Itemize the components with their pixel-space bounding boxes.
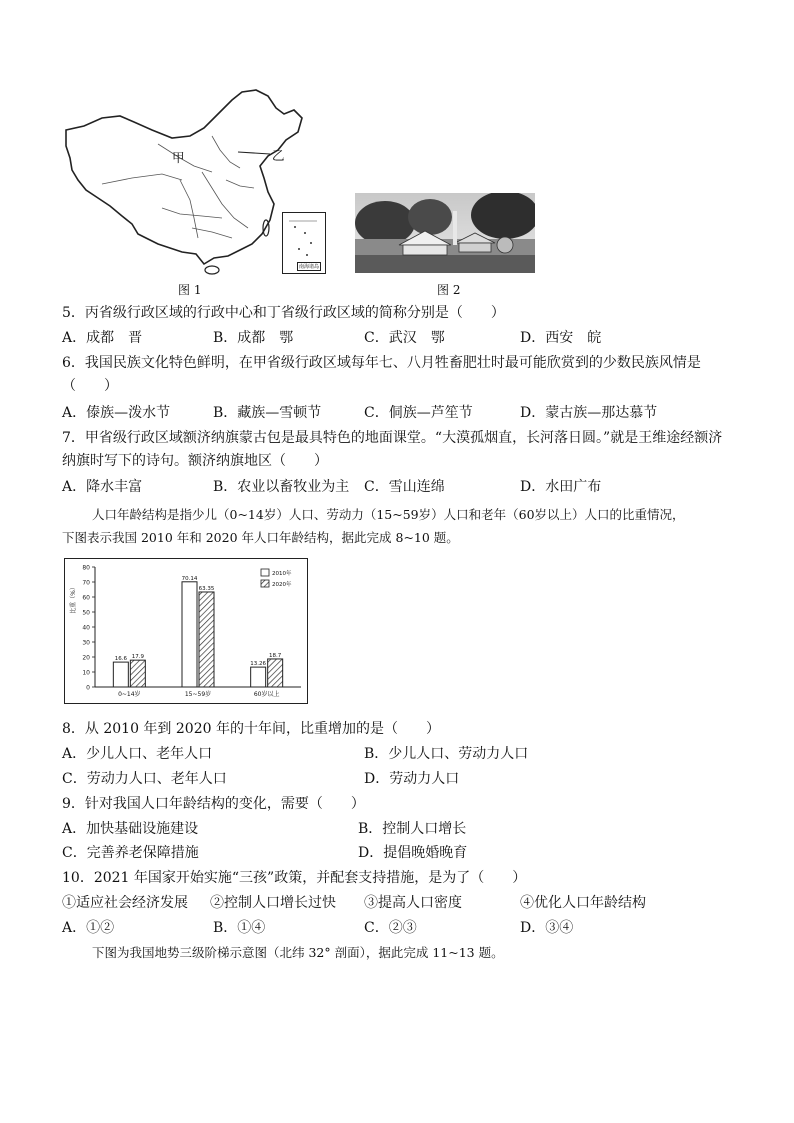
figure-2-photo xyxy=(355,193,535,273)
figure-1-caption: 图 1 xyxy=(178,283,202,297)
legend-swatch xyxy=(261,569,269,576)
q5-option-c[interactable]: C．武汉 鄂 xyxy=(364,330,445,346)
y-tick-label: 80 xyxy=(82,564,90,572)
q7-stem-cont: 纳旗时写下的诗句。额济纳旗地区（ ） xyxy=(62,453,328,469)
q10-option-a[interactable]: A．①② xyxy=(62,920,115,936)
y-tick-label: 0 xyxy=(86,684,90,692)
q6-stem-cont: （ ） xyxy=(62,378,118,394)
q8-stem: 8．从 2010 年到 2020 年的十年间，比重增加的是（ ） xyxy=(62,721,440,737)
q7-option-a[interactable]: A．降水丰富 xyxy=(62,479,143,495)
q8-option-a[interactable]: A．少儿人口、老年人口 xyxy=(62,746,213,762)
y-tick-label: 30 xyxy=(82,639,90,647)
figure-1-map xyxy=(62,88,310,278)
q9-option-c[interactable]: C．完善养老保障措施 xyxy=(62,845,199,861)
bar-2020 xyxy=(199,592,214,687)
south-sea-inset xyxy=(282,212,326,274)
data-label: 13.26 xyxy=(250,661,267,668)
q10-option-c[interactable]: C．②③ xyxy=(364,920,417,936)
y-tick-label: 10 xyxy=(82,669,90,677)
china-map-outline xyxy=(62,88,310,278)
yurt-landscape-photo xyxy=(355,193,535,273)
q8-option-b[interactable]: B．少儿人口、劳动力人口 xyxy=(364,746,529,762)
legend-label: 2020年 xyxy=(272,582,292,588)
bar-2010 xyxy=(251,667,266,687)
q6-option-b[interactable]: B．藏族—雪顿节 xyxy=(213,405,322,421)
y-tick-label: 50 xyxy=(82,609,90,617)
q8-option-d[interactable]: D．劳动力人口 xyxy=(364,771,460,787)
legend-swatch xyxy=(261,580,269,587)
q6-option-c[interactable]: C．侗族—芦笙节 xyxy=(364,405,473,421)
q10-option-d[interactable]: D．③④ xyxy=(520,920,574,936)
q10-option-b[interactable]: B．①④ xyxy=(213,920,266,936)
inset-label: 南海诸岛 xyxy=(299,264,320,270)
q6-stem: 6．我国民族文化特色鲜明，在甲省级行政区域每年七、八月牲畜肥壮时最可能欣赏到的少数民族风情是 xyxy=(62,355,701,371)
q5-option-a[interactable]: A．成都 晋 xyxy=(62,330,143,346)
q9-option-a[interactable]: A．加快基础设施建设 xyxy=(62,821,199,837)
y-tick-label: 40 xyxy=(82,624,90,632)
q7-option-c[interactable]: C．雪山连绵 xyxy=(364,479,445,495)
q5-option-b[interactable]: B．成都 鄂 xyxy=(213,330,294,346)
bar-2020 xyxy=(130,660,145,687)
intro-11-13: 下图为我国地势三级阶梯示意图（北纬 32° 剖面），据此完成 11~13 题。 xyxy=(92,945,504,960)
category-label: 15~59岁 xyxy=(184,691,212,698)
bar-2010 xyxy=(182,582,197,687)
intro-8-10-line2: 下图表示我国 2010 年和 2020 年人口年龄结构，据此完成 8~10 题。 xyxy=(62,530,459,545)
data-label: 18.7 xyxy=(269,652,282,659)
y-tick-label: 70 xyxy=(82,579,90,587)
map-label-jia: 甲 xyxy=(172,150,185,165)
q7-stem: 7．甲省级行政区域额济纳旗蒙古包是最具特色的地面课堂。“大漠孤烟直，长河落日圆。”就是王维途经额济 xyxy=(62,430,723,446)
chart-svg xyxy=(65,559,307,703)
q7-option-b[interactable]: B．农业以畜牧业为主 xyxy=(213,479,350,495)
q5-option-d[interactable]: D．西安 皖 xyxy=(520,330,602,346)
legend-label: 2010年 xyxy=(272,571,292,577)
data-label: 70.14 xyxy=(181,575,198,582)
y-axis-label: 比重（%） xyxy=(70,584,77,614)
q6-option-d[interactable]: D．蒙古族—那达慕节 xyxy=(520,405,658,421)
q9-option-d[interactable]: D．提倡晚婚晚育 xyxy=(358,845,468,861)
q5-stem: 5．丙省级行政区域的行政中心和丁省级行政区域的简称分别是（ ） xyxy=(62,305,505,321)
q8-option-c[interactable]: C．劳动力人口、老年人口 xyxy=(62,771,227,787)
data-label: 63.35 xyxy=(198,585,215,592)
data-label: 16.6 xyxy=(114,656,127,663)
q7-option-d[interactable]: D．水田广布 xyxy=(520,479,602,495)
q10-choice-1: ①适应社会经济发展 xyxy=(62,895,188,911)
q9-stem: 9．针对我国人口年龄结构的变化，需要（ ） xyxy=(62,796,365,812)
q10-choice-2: ②控制人口增长过快 xyxy=(210,895,336,911)
category-label: 60岁以上 xyxy=(253,691,280,698)
q10-stem: 10．2021 年国家开始实施“三孩”政策，并配套支持措施，是为了（ ） xyxy=(62,870,527,886)
category-label: 0~14岁 xyxy=(118,691,141,698)
y-tick-label: 60 xyxy=(82,594,90,602)
q10-choice-4: ④优化人口年龄结构 xyxy=(520,895,646,911)
data-label: 17.9 xyxy=(131,654,144,661)
y-tick-label: 20 xyxy=(82,654,90,662)
figure-2-caption: 图 2 xyxy=(437,283,461,297)
q6-option-a[interactable]: A．傣族—泼水节 xyxy=(62,405,171,421)
intro-8-10-line1: 人口年龄结构是指少儿（0~14岁）人口、劳动力（15~59岁）人口和老年（60岁以上）人口的比重情况， xyxy=(92,507,685,522)
q9-option-b[interactable]: B．控制人口增长 xyxy=(358,821,467,837)
bar-2020 xyxy=(268,659,283,687)
map-label-yi: 乙 xyxy=(272,148,285,163)
age-structure-chart xyxy=(64,558,308,704)
bar-2010 xyxy=(113,662,128,687)
q10-choice-3: ③提高人口密度 xyxy=(364,895,462,911)
